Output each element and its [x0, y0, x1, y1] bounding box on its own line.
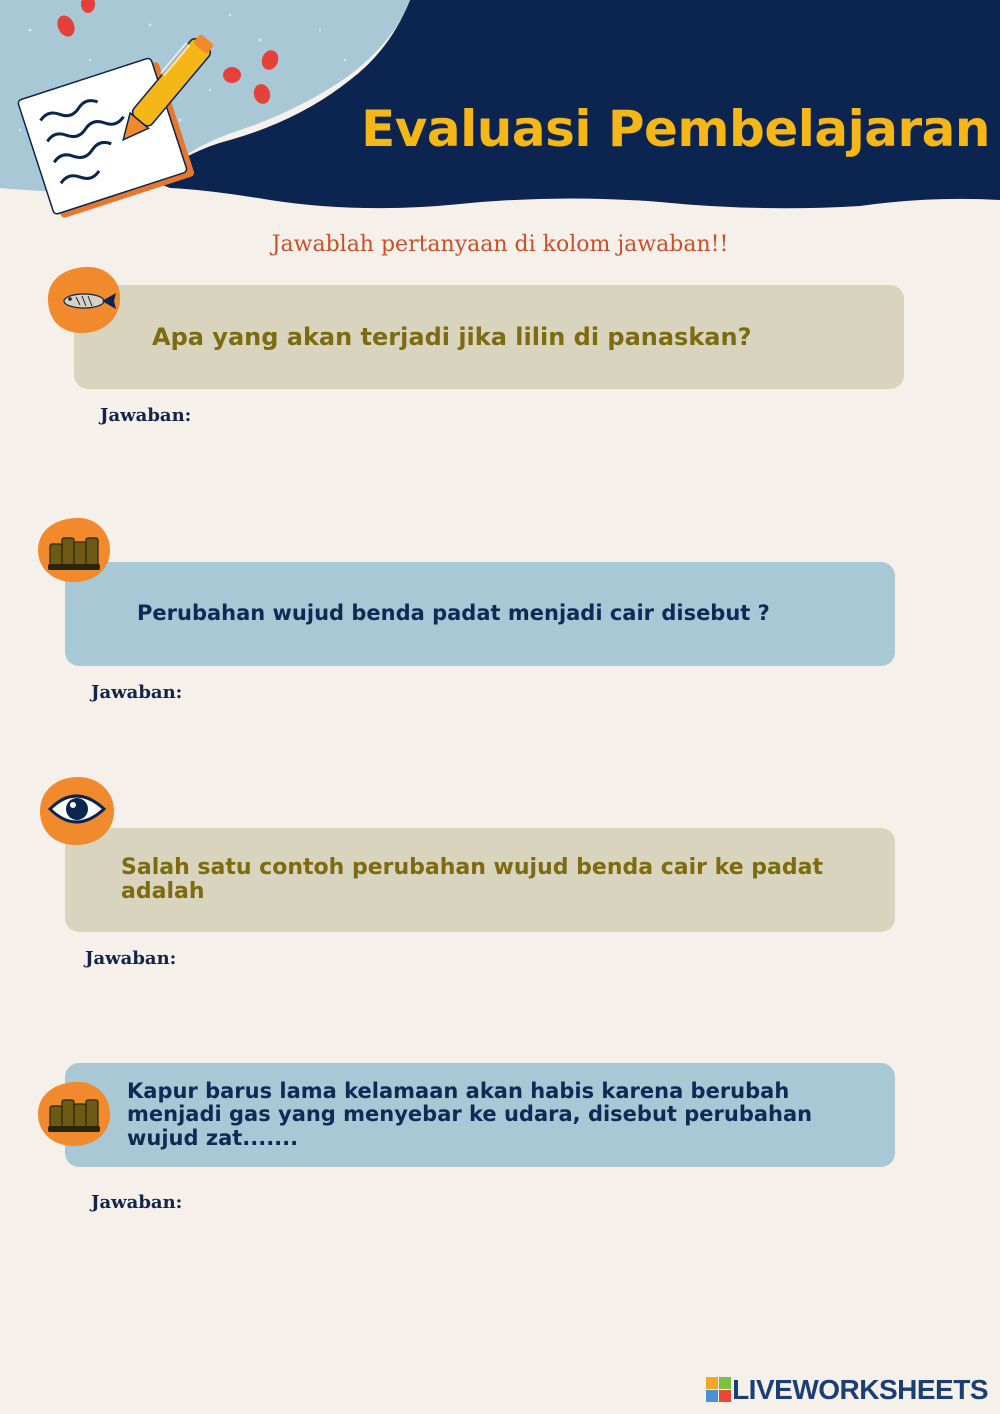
answer-field-4[interactable]	[190, 1187, 890, 1297]
eye-icon	[38, 775, 116, 847]
question-card-2	[65, 562, 895, 666]
answer-field-2[interactable]	[190, 677, 890, 777]
question-text-2: Perubahan wujud benda padat menjadi cair disebut ?	[137, 601, 770, 626]
coral-icon	[36, 1080, 112, 1148]
liveworksheets-brand: LIVEWORKSHEETS	[732, 1374, 988, 1405]
fish-icon	[46, 265, 122, 335]
question-text-4: Kapur barus lama kelamaan akan habis karena berubah menjadi gas yang menyebar ke udara, disebut perubahan wujud zat.......	[127, 1079, 813, 1150]
question-text-1: Apa yang akan terjadi jika lilin di panaskan?	[152, 322, 752, 351]
liveworksheets-logo[interactable]	[706, 1374, 988, 1406]
page-title: Evaluasi Pembelajaran	[361, 100, 990, 158]
answer-label-3: Jawaban:	[85, 948, 177, 969]
liveworksheets-logo-icon	[706, 1377, 732, 1403]
answer-label-4: Jawaban:	[91, 1192, 183, 1213]
answer-field-1[interactable]	[200, 400, 900, 500]
answer-field-3[interactable]	[185, 943, 885, 1043]
coral-icon	[36, 516, 112, 584]
question-card-1	[74, 285, 904, 389]
answer-label-2: Jawaban:	[91, 682, 183, 703]
answer-label-1: Jawaban:	[100, 405, 192, 426]
instruction-text: Jawablah pertanyaan di kolom jawaban!!	[271, 232, 729, 257]
question-text-3: Salah satu contoh perubahan wujud benda cair ke padat adalah	[121, 854, 823, 904]
question-card-3	[65, 828, 895, 932]
question-card-4	[65, 1063, 895, 1167]
